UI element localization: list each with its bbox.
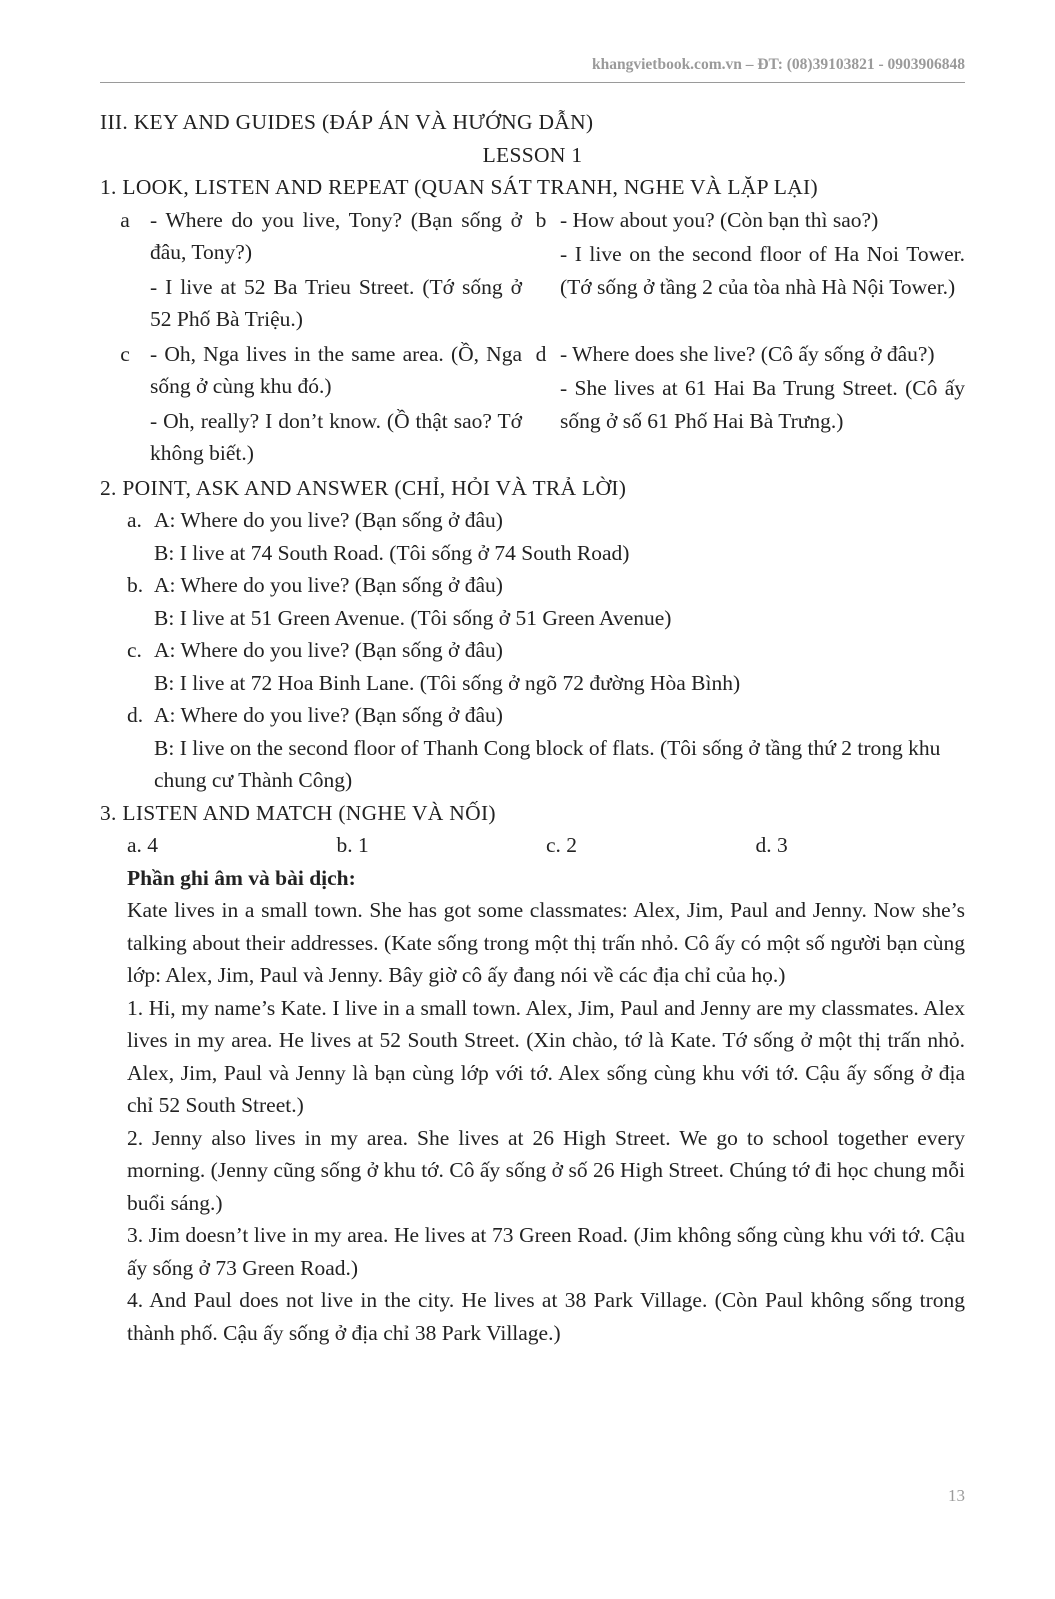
transcript-paragraph: 2. Jenny also lives in my area. She lives at 26 High Street. We go to school together every morning. (Jenny cũng sống ở khu tớ. Cô ấy sống ở số 26 High Street. Chúng tớ đi học chung mỗi buổi sáng.) bbox=[127, 1125, 965, 1215]
page-number: 13 bbox=[948, 1486, 965, 1505]
dialogue-cell bbox=[560, 204, 965, 338]
transcript-paragraph: 1. Hi, my name’s Kate. I live in a small town. Alex, Jim, Paul and Jenny are my classmates. Alex lives in my area. He lives at 52 South Street. (Xin chào, tớ là Kate. Tớ sống ở một thị trấn nhỏ. Alex, Jim, Paul và Jenny là bạn cùng lớp với tớ. Alex sống cùng khu với tớ. Cậu ấy sống ở địa chỉ 52 South Street.) bbox=[127, 995, 965, 1117]
match-answers bbox=[127, 829, 965, 862]
dialogue-cell bbox=[150, 204, 522, 338]
match-answer: a. 4 bbox=[127, 833, 159, 857]
transcript-heading: Phần ghi âm và bài dịch: bbox=[127, 865, 356, 890]
part1-title: 1. LOOK, LISTEN AND REPEAT (QUAN SÁT TRANH, NGHE VÀ LẶP LẠI) bbox=[100, 175, 818, 199]
qa-answer: B: I live at 51 Green Avenue. (Tôi sống ở 51 Green Avenue) bbox=[154, 605, 672, 630]
lesson-title: LESSON 1 bbox=[482, 142, 583, 167]
qa-item bbox=[127, 699, 965, 797]
dialogue-line: - How about you? (Còn bạn thì sao?) bbox=[560, 207, 879, 232]
transcript-paragraph: 3. Jim doesn’t live in my area. He lives at 73 Green Road. (Jim không sống cùng khu với tớ. Cậu ấy sống ở 73 Green Road.) bbox=[127, 1223, 965, 1280]
transcript bbox=[127, 862, 965, 1350]
dialogue-line: - I live at 52 Ba Trieu Street. (Tớ sống ở 52 Phố Bà Triệu.) bbox=[150, 274, 522, 331]
header-divider bbox=[100, 82, 965, 83]
transcript-paragraph: Kate lives in a small town. She has got some classmates: Alex, Jim, Paul and Jenny. Now she’s talking about their addresses. (Kate sống trong một thị trấn nhỏ. Cô ấy có một số người bạn cùng lớp: Alex, Jim, Paul và Jenny. Bây giờ cô ấy đang nói về các địa chỉ của họ.) bbox=[127, 898, 965, 987]
match-answer: d. 3 bbox=[755, 833, 788, 857]
part2-title: 2. POINT, ASK AND ANSWER (CHỈ, HỎI VÀ TRẢ LỜI) bbox=[100, 475, 627, 500]
qa-label: c. bbox=[127, 638, 142, 662]
dialogue-line: - She lives at 61 Hai Ba Trung Street. (Cô ấy sống ở số 61 Phố Hai Bà Trưng.) bbox=[560, 376, 965, 433]
section-title: III. KEY AND GUIDES (ĐÁP ÁN VÀ HƯỚNG DẪN) bbox=[100, 110, 594, 134]
item-letter: b bbox=[535, 207, 547, 232]
qa-label: a. bbox=[127, 508, 142, 532]
item-letter: d bbox=[535, 341, 547, 366]
dialogue-line: - I live on the second floor of Ha Noi Tower. (Tớ sống ở tầng 2 của tòa nhà Hà Nội Tower.) bbox=[560, 242, 965, 299]
match-answer: b. 1 bbox=[336, 833, 369, 857]
dialogue-cell bbox=[560, 338, 965, 472]
part3-title: 3. LISTEN AND MATCH (NGHE VÀ NỐI) bbox=[100, 800, 496, 825]
dialogue-line: - Where does she live? (Cô ấy sống ở đâu?) bbox=[560, 341, 935, 366]
dialogue-line: - Where do you live, Tony? (Bạn sống ở đâu, Tony?) bbox=[150, 207, 522, 264]
qa-label: b. bbox=[127, 573, 144, 597]
qa-answer: B: I live at 74 South Road. (Tôi sống ở 74 South Road) bbox=[154, 540, 630, 565]
qa-item bbox=[127, 569, 965, 634]
qa-question: A: Where do you live? (Bạn sống ở đâu) bbox=[154, 703, 503, 727]
part1-grid bbox=[100, 204, 965, 472]
match-answer: c. 2 bbox=[546, 833, 578, 857]
qa-answer: B: I live at 72 Hoa Binh Lane. (Tôi sống ở ngõ 72 đường Hòa Bình) bbox=[154, 670, 741, 695]
item-letter: a bbox=[120, 207, 130, 232]
qa-question: A: Where do you live? (Bạn sống ở đâu) bbox=[154, 638, 503, 662]
page-header: khangvietbook.com.vn – ĐT: (08)39103821 - 0903906848 bbox=[591, 56, 965, 73]
qa-label: d. bbox=[127, 703, 144, 727]
qa-answer: B: I live on the second floor of Thanh Cong block of flats. (Tôi sống ở tầng thứ 2 trong khu chung cư Thành Công) bbox=[154, 735, 941, 792]
item-letter: c bbox=[120, 341, 130, 366]
page-content bbox=[100, 106, 965, 1349]
qa-question: A: Where do you live? (Bạn sống ở đâu) bbox=[154, 508, 503, 532]
qa-item bbox=[127, 504, 965, 569]
dialogue-cell bbox=[150, 338, 522, 472]
dialogue-line: - Oh, Nga lives in the same area. (Ồ, Nga sống ở cùng khu đó.) bbox=[150, 341, 522, 398]
qa-list bbox=[127, 504, 965, 797]
qa-item bbox=[127, 634, 965, 699]
qa-question: A: Where do you live? (Bạn sống ở đâu) bbox=[154, 573, 503, 597]
dialogue-line: - Oh, really? I don’t know. (Ồ thật sao? Tớ không biết.) bbox=[150, 408, 522, 465]
transcript-paragraph: 4. And Paul does not live in the city. He lives at 38 Park Village. (Còn Paul không sống trong thành phố. Cậu ấy sống ở địa chỉ 38 Park Village.) bbox=[127, 1288, 965, 1345]
